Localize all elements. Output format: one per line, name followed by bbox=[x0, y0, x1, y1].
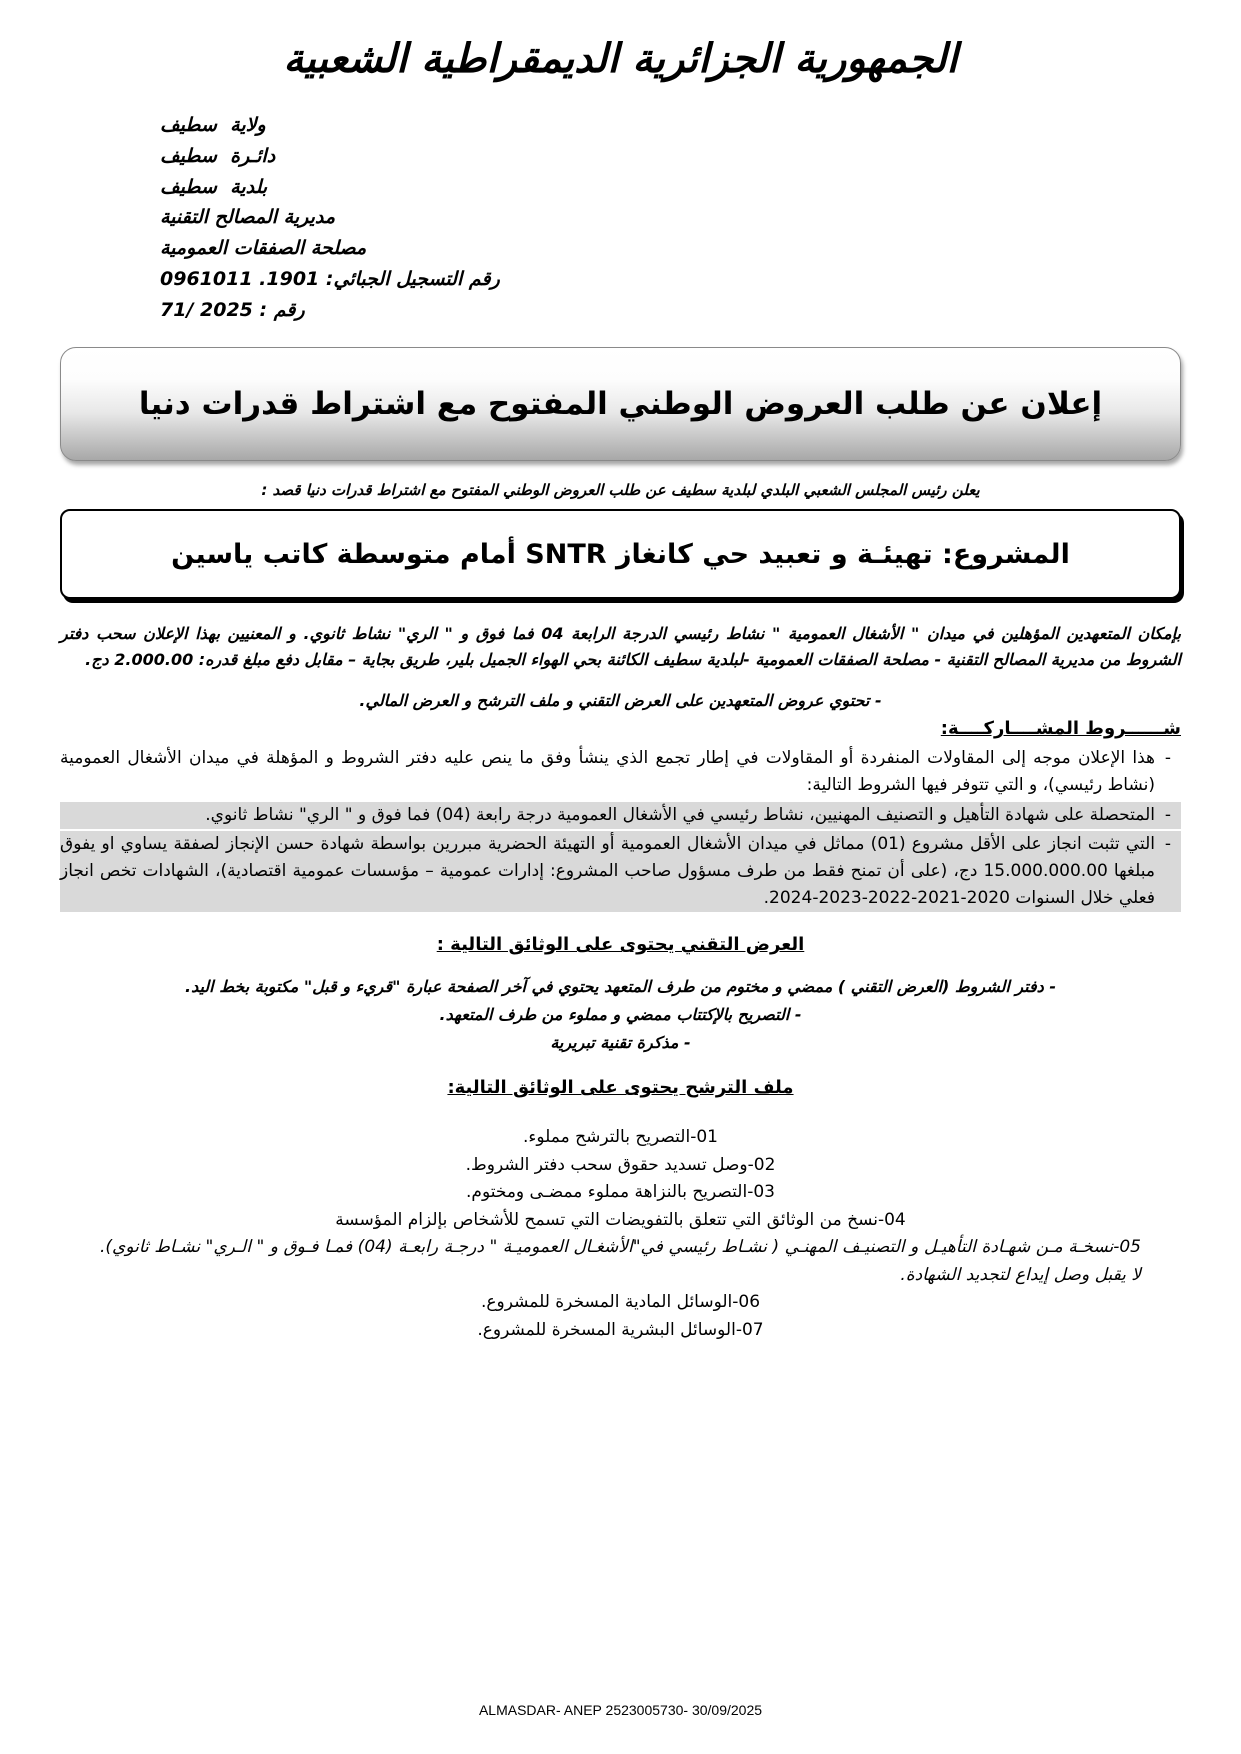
list-item bbox=[60, 831, 1181, 913]
republic-header: الجمهورية الجزائرية الديمقراطية الشعبية bbox=[283, 36, 958, 82]
list-item-text: التي تثبت انجاز على الأقل مشروع (01) مماثل في ميدان الأشغال العمومية أو التهيئة الحضرية مبررين بواسطة شهادة حسن الإنجاز لصفقة يساوي او يفوق مبلغها 15.000.000.00 دج، (على أن تمنح فقط من طرف مسؤول صاحب المشروع: إدارات عمومية – مؤسسات عمومية اقتصادية)، الشهادات تخص انجاز فعلي خلال السنوات 2020-2021-2022-2023-2024. bbox=[60, 831, 1155, 913]
list-item-text: المتحصلة على شهادة التأهيل و التصنيف المهنيين، نشاط رئيسي في الأشغال العمومية درجة رابعة (04) فما فوق و " الري" نشاط ثانوي. bbox=[60, 802, 1155, 829]
list-item: 05-نسخـة مـن شهـادة التأهيـل و التصنيـف المهنـي ( نشـاط رئيسي في"الأشغـال العموميـة " درجـة رابعـة (04) فمـا فـوق و " الـري" نشـاط ثانوي). لا يقبل وصل إيداع لتجديد الشهادة. bbox=[100, 1237, 1141, 1285]
application-file-heading: ملف الترشح يحتوى على الوثائق التالية: bbox=[447, 1077, 794, 1099]
announcement-title-box bbox=[60, 347, 1181, 461]
admin-line-daira: دائـرة سطيف bbox=[160, 144, 276, 167]
dash-marker-icon: - bbox=[1155, 831, 1181, 858]
admin-line-directorate: مديرية المصالح التقنية bbox=[160, 206, 336, 229]
list-item bbox=[60, 745, 1181, 799]
qualification-paragraph: بإمكان المتعهدين المؤهلين في ميدان " الأشغال العمومية " نشاط رئيسي الدرجة الرابعة 04 فما فوق و " الري" نشاط ثانوي. و المعنيين بهذا الإعلان سحب دفتر الشروط من مديرية المصالح التقنية - مصلحة الصفقات العمومية -لبلدية سطيف الكائنة بحي الهواء الجميل بلير، طريق بجاية – مقابل دفع مبلغ قدره: 2.000.00 دج. bbox=[60, 624, 1181, 670]
admin-line-baladiya: بلدية سطيف bbox=[160, 175, 268, 198]
tax-label: رقم التسجيل الجبائي: bbox=[325, 267, 500, 290]
list-item: 01-التصريح بالترشح مملوء. bbox=[522, 1127, 718, 1148]
reference-number: 2025 /71 bbox=[160, 298, 253, 321]
project-name-text: المشروع: تهيئـة و تعبيد حي كانغاز SNTR أمام متوسطة كاتب ياسين bbox=[171, 538, 1070, 570]
list-item: 03-التصريح بالنزاهة مملوء ممضـى ومختوم. bbox=[466, 1182, 775, 1203]
reference-label: رقم : bbox=[259, 298, 305, 321]
list-item: - التصريح بالإكتتاب ممضي و مملوء من طرف المتعهد. bbox=[439, 1005, 802, 1025]
list-item bbox=[60, 802, 1181, 829]
list-item: 06-الوسائل المادية المسخرة للمشروع. bbox=[480, 1292, 761, 1313]
announcement-intro-line: يعلن رئيس المجلس الشعبي البلدي لبلدية سطيف عن طلب العروض الوطني المفتوح مع اشتراط قدرات دنيا قصد : bbox=[261, 481, 980, 500]
dash-marker-icon: - bbox=[1164, 748, 1172, 769]
list-item: 02-وصل تسديد حقوق سحب دفتر الشروط. bbox=[465, 1154, 776, 1175]
list-item: 07-الوسائل البشرية المسخرة للمشروع. bbox=[477, 1320, 764, 1341]
announcement-title-text: إعلان عن طلب العروض الوطني المفتوح مع اشتراط قدرات دنيا bbox=[138, 385, 1103, 422]
participation-conditions-list bbox=[60, 745, 1181, 912]
technical-offer-heading: العرض التقني يحتوى على الوثائق التالية : bbox=[436, 934, 805, 956]
list-item: - مذكرة تقنية تبريرية bbox=[550, 1033, 691, 1053]
admin-line-wilaya: ولاية سطيف bbox=[160, 114, 266, 136]
administration-block bbox=[60, 110, 1181, 325]
application-file-list bbox=[60, 1124, 1181, 1344]
page-footer: ALMASDAR- ANEP 2523005730- 30/09/2025 bbox=[478, 1702, 763, 1718]
technical-offer-list bbox=[60, 973, 1181, 1057]
admin-line-service: مصلحة الصفقات العمومية bbox=[160, 237, 367, 260]
offer-contents-note: - تحتوي عروض المتعهدين على العرض التقني و ملف الترشح و العرض المالي. bbox=[359, 691, 882, 711]
list-item: 04-نسخ من الوثائق التي تتعلق بالتفويضات التي تسمح للأشخاص بإلزام المؤسسة bbox=[335, 1209, 906, 1230]
participation-conditions-heading: شــــــروط المشــــاركــــة: bbox=[940, 718, 1181, 740]
admin-line-tax bbox=[160, 264, 1181, 295]
list-item-text: هذا الإعلان موجه إلى المقاولات المنفردة أو المقاولات في إطار تجمع الذي ينشأ وفق ما ينص عليه دفتر الشروط و المؤهلة في ميدان الأشغال العمومية (نشاط رئيسي)، و التي تتوفر فيها الشروط التالية: bbox=[60, 748, 1155, 796]
admin-line-reference bbox=[160, 295, 1181, 326]
tax-number: 1901. 0961011 bbox=[160, 267, 320, 290]
dash-marker-icon: - bbox=[1155, 802, 1181, 829]
list-item: - دفتر الشروط (العرض التقني ) ممضي و مختوم من طرف المتعهد يحتوي في آخر الصفحة عبارة "قريء و قبل" مكتوبة بخط اليد. bbox=[185, 977, 1056, 997]
project-name-box bbox=[60, 509, 1181, 599]
